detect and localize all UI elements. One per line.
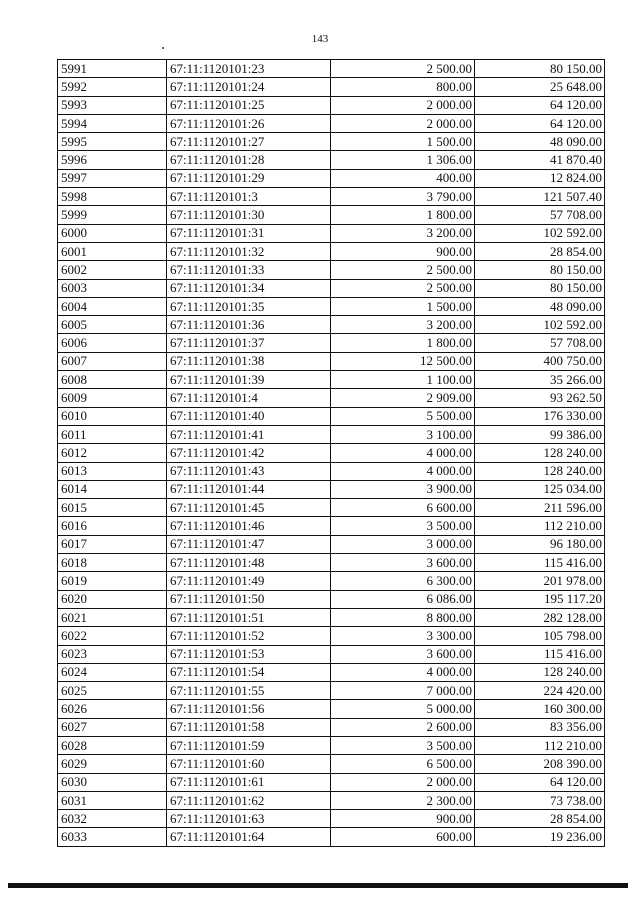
row-number-cell: 6024 <box>58 663 167 681</box>
cadastral-value-cell: 83 356.00 <box>475 718 605 736</box>
cadastral-value-cell: 105 798.00 <box>475 627 605 645</box>
cadastral-value-cell: 80 150.00 <box>475 261 605 279</box>
cadastral-number-cell: 67:11:1120101:59 <box>167 736 331 754</box>
cadastral-value-cell: 112 210.00 <box>475 517 605 535</box>
cadastral-number-cell: 67:11:1120101:35 <box>167 297 331 315</box>
cadastral-value-cell: 73 738.00 <box>475 791 605 809</box>
row-number-cell: 5993 <box>58 96 167 114</box>
area-value-cell: 900.00 <box>331 810 475 828</box>
cadastral-number-cell: 67:11:1120101:39 <box>167 371 331 389</box>
table-row <box>58 425 605 443</box>
cadastral-number-cell: 67:11:1120101:49 <box>167 572 331 590</box>
table-row <box>58 517 605 535</box>
cadastral-number-cell: 67:11:1120101:48 <box>167 554 331 572</box>
cadastral-value-cell: 41 870.40 <box>475 151 605 169</box>
cadastral-value-cell: 64 120.00 <box>475 96 605 114</box>
cadastral-number-cell: 67:11:1120101:62 <box>167 791 331 809</box>
area-value-cell: 3 500.00 <box>331 736 475 754</box>
row-number-cell: 6005 <box>58 316 167 334</box>
cadastral-number-cell: 67:11:1120101:45 <box>167 499 331 517</box>
row-number-cell: 6026 <box>58 700 167 718</box>
area-value-cell: 6 086.00 <box>331 590 475 608</box>
cadastral-value-cell: 121 507.40 <box>475 188 605 206</box>
cadastral-number-cell: 67:11:1120101:63 <box>167 810 331 828</box>
cadastral-number-cell: 67:11:1120101:53 <box>167 645 331 663</box>
row-number-cell: 6027 <box>58 718 167 736</box>
row-number-cell: 6003 <box>58 279 167 297</box>
cadastral-value-cell: 208 390.00 <box>475 755 605 773</box>
cadastral-number-cell: 67:11:1120101:56 <box>167 700 331 718</box>
area-value-cell: 2 300.00 <box>331 791 475 809</box>
parcel-table-body <box>58 60 605 847</box>
row-number-cell: 5995 <box>58 133 167 151</box>
row-number-cell: 6018 <box>58 554 167 572</box>
area-value-cell: 3 000.00 <box>331 535 475 553</box>
row-number-cell: 5996 <box>58 151 167 169</box>
table-row <box>58 773 605 791</box>
cadastral-value-cell: 28 854.00 <box>475 242 605 260</box>
row-number-cell: 6006 <box>58 334 167 352</box>
cadastral-number-cell: 67:11:1120101:43 <box>167 462 331 480</box>
row-number-cell: 6033 <box>58 828 167 846</box>
cadastral-value-cell: 80 150.00 <box>475 279 605 297</box>
area-value-cell: 3 900.00 <box>331 480 475 498</box>
cadastral-value-cell: 93 262.50 <box>475 389 605 407</box>
table-row <box>58 224 605 242</box>
area-value-cell: 600.00 <box>331 828 475 846</box>
cadastral-value-cell: 224 420.00 <box>475 682 605 700</box>
area-value-cell: 2 000.00 <box>331 773 475 791</box>
area-value-cell: 2 600.00 <box>331 718 475 736</box>
row-number-cell: 6008 <box>58 371 167 389</box>
area-value-cell: 6 600.00 <box>331 499 475 517</box>
cadastral-value-cell: 48 090.00 <box>475 133 605 151</box>
area-value-cell: 1 100.00 <box>331 371 475 389</box>
table-row <box>58 188 605 206</box>
table-row <box>58 462 605 480</box>
table-row <box>58 114 605 132</box>
area-value-cell: 3 100.00 <box>331 425 475 443</box>
table-row <box>58 169 605 187</box>
table-row <box>58 297 605 315</box>
cadastral-number-cell: 67:11:1120101:37 <box>167 334 331 352</box>
table-row <box>58 810 605 828</box>
area-value-cell: 1 500.00 <box>331 297 475 315</box>
cadastral-number-cell: 67:11:1120101:54 <box>167 663 331 681</box>
table-row <box>58 663 605 681</box>
table-row <box>58 572 605 590</box>
cadastral-number-cell: 67:11:1120101:46 <box>167 517 331 535</box>
area-value-cell: 2 000.00 <box>331 96 475 114</box>
cadastral-number-cell: 67:11:1120101:4 <box>167 389 331 407</box>
cadastral-value-cell: 115 416.00 <box>475 645 605 663</box>
table-row <box>58 334 605 352</box>
area-value-cell: 3 200.00 <box>331 316 475 334</box>
cadastral-value-cell: 282 128.00 <box>475 608 605 626</box>
cadastral-number-cell: 67:11:1120101:3 <box>167 188 331 206</box>
row-number-cell: 5994 <box>58 114 167 132</box>
cadastral-number-cell: 67:11:1120101:27 <box>167 133 331 151</box>
row-number-cell: 6023 <box>58 645 167 663</box>
row-number-cell: 6032 <box>58 810 167 828</box>
cadastral-number-cell: 67:11:1120101:33 <box>167 261 331 279</box>
cadastral-value-cell: 19 236.00 <box>475 828 605 846</box>
cadastral-value-cell: 64 120.00 <box>475 114 605 132</box>
table-row <box>58 535 605 553</box>
table-row <box>58 791 605 809</box>
row-number-cell: 6020 <box>58 590 167 608</box>
row-number-cell: 6002 <box>58 261 167 279</box>
area-value-cell: 800.00 <box>331 78 475 96</box>
cadastral-value-cell: 195 117.20 <box>475 590 605 608</box>
row-number-cell: 6010 <box>58 407 167 425</box>
area-value-cell: 5 000.00 <box>331 700 475 718</box>
row-number-cell: 6017 <box>58 535 167 553</box>
cadastral-number-cell: 67:11:1120101:31 <box>167 224 331 242</box>
row-number-cell: 6031 <box>58 791 167 809</box>
cadastral-value-cell: 211 596.00 <box>475 499 605 517</box>
area-value-cell: 4 000.00 <box>331 462 475 480</box>
table-row <box>58 389 605 407</box>
cadastral-number-cell: 67:11:1120101:41 <box>167 425 331 443</box>
cadastral-number-cell: 67:11:1120101:52 <box>167 627 331 645</box>
cadastral-number-cell: 67:11:1120101:30 <box>167 206 331 224</box>
area-value-cell: 3 200.00 <box>331 224 475 242</box>
area-value-cell: 2 500.00 <box>331 279 475 297</box>
row-number-cell: 6000 <box>58 224 167 242</box>
cadastral-number-cell: 67:11:1120101:38 <box>167 352 331 370</box>
area-value-cell: 1 800.00 <box>331 206 475 224</box>
cadastral-value-cell: 125 034.00 <box>475 480 605 498</box>
table-row <box>58 60 605 78</box>
cadastral-value-cell: 160 300.00 <box>475 700 605 718</box>
cadastral-value-cell: 128 240.00 <box>475 444 605 462</box>
cadastral-number-cell: 67:11:1120101:47 <box>167 535 331 553</box>
cadastral-value-cell: 48 090.00 <box>475 297 605 315</box>
table-row <box>58 242 605 260</box>
table-row <box>58 316 605 334</box>
cadastral-number-cell: 67:11:1120101:24 <box>167 78 331 96</box>
row-number-cell: 6001 <box>58 242 167 260</box>
row-number-cell: 5999 <box>58 206 167 224</box>
area-value-cell: 3 600.00 <box>331 645 475 663</box>
table-row <box>58 151 605 169</box>
scan-speck <box>162 47 164 49</box>
table-row <box>58 206 605 224</box>
area-value-cell: 5 500.00 <box>331 407 475 425</box>
area-value-cell: 400.00 <box>331 169 475 187</box>
cadastral-value-cell: 28 854.00 <box>475 810 605 828</box>
cadastral-number-cell: 67:11:1120101:58 <box>167 718 331 736</box>
area-value-cell: 2 000.00 <box>331 114 475 132</box>
area-value-cell: 4 000.00 <box>331 444 475 462</box>
cadastral-value-cell: 400 750.00 <box>475 352 605 370</box>
table-row <box>58 444 605 462</box>
table-row <box>58 371 605 389</box>
cadastral-number-cell: 67:11:1120101:29 <box>167 169 331 187</box>
cadastral-value-cell: 80 150.00 <box>475 60 605 78</box>
row-number-cell: 5997 <box>58 169 167 187</box>
table-row <box>58 718 605 736</box>
cadastral-value-cell: 115 416.00 <box>475 554 605 572</box>
cadastral-number-cell: 67:11:1120101:51 <box>167 608 331 626</box>
table-row <box>58 828 605 846</box>
cadastral-value-cell: 64 120.00 <box>475 773 605 791</box>
cadastral-value-cell: 112 210.00 <box>475 736 605 754</box>
cadastral-number-cell: 67:11:1120101:36 <box>167 316 331 334</box>
cadastral-value-cell: 102 592.00 <box>475 316 605 334</box>
area-value-cell: 1 800.00 <box>331 334 475 352</box>
area-value-cell: 2 500.00 <box>331 261 475 279</box>
area-value-cell: 4 000.00 <box>331 663 475 681</box>
cadastral-number-cell: 67:11:1120101:40 <box>167 407 331 425</box>
row-number-cell: 5998 <box>58 188 167 206</box>
cadastral-value-cell: 99 386.00 <box>475 425 605 443</box>
cadastral-number-cell: 67:11:1120101:32 <box>167 242 331 260</box>
row-number-cell: 6012 <box>58 444 167 462</box>
cadastral-value-cell: 12 824.00 <box>475 169 605 187</box>
table-row <box>58 700 605 718</box>
cadastral-number-cell: 67:11:1120101:64 <box>167 828 331 846</box>
area-value-cell: 7 000.00 <box>331 682 475 700</box>
cadastral-value-cell: 102 592.00 <box>475 224 605 242</box>
cadastral-number-cell: 67:11:1120101:60 <box>167 755 331 773</box>
table-row <box>58 499 605 517</box>
row-number-cell: 6022 <box>58 627 167 645</box>
table-row <box>58 96 605 114</box>
area-value-cell: 3 300.00 <box>331 627 475 645</box>
table-row <box>58 755 605 773</box>
table-row <box>58 133 605 151</box>
table-row <box>58 261 605 279</box>
cadastral-number-cell: 67:11:1120101:28 <box>167 151 331 169</box>
row-number-cell: 6014 <box>58 480 167 498</box>
row-number-cell: 6019 <box>58 572 167 590</box>
cadastral-value-cell: 35 266.00 <box>475 371 605 389</box>
cadastral-number-cell: 67:11:1120101:44 <box>167 480 331 498</box>
table-row <box>58 78 605 96</box>
row-number-cell: 6021 <box>58 608 167 626</box>
table-row <box>58 407 605 425</box>
area-value-cell: 6 500.00 <box>331 755 475 773</box>
row-number-cell: 6004 <box>58 297 167 315</box>
table-row <box>58 279 605 297</box>
area-value-cell: 900.00 <box>331 242 475 260</box>
table-row <box>58 645 605 663</box>
cadastral-value-cell: 201 978.00 <box>475 572 605 590</box>
table-row <box>58 480 605 498</box>
cadastral-value-cell: 57 708.00 <box>475 334 605 352</box>
bottom-rule <box>8 883 628 888</box>
cadastral-value-cell: 176 330.00 <box>475 407 605 425</box>
cadastral-value-cell: 25 648.00 <box>475 78 605 96</box>
row-number-cell: 6011 <box>58 425 167 443</box>
row-number-cell: 6013 <box>58 462 167 480</box>
cadastral-value-cell: 128 240.00 <box>475 462 605 480</box>
row-number-cell: 5992 <box>58 78 167 96</box>
cadastral-value-cell: 128 240.00 <box>475 663 605 681</box>
area-value-cell: 3 790.00 <box>331 188 475 206</box>
cadastral-number-cell: 67:11:1120101:23 <box>167 60 331 78</box>
table-row <box>58 608 605 626</box>
cadastral-value-cell: 96 180.00 <box>475 535 605 553</box>
cadastral-number-cell: 67:11:1120101:61 <box>167 773 331 791</box>
row-number-cell: 6029 <box>58 755 167 773</box>
row-number-cell: 5991 <box>58 60 167 78</box>
area-value-cell: 1 306.00 <box>331 151 475 169</box>
row-number-cell: 6028 <box>58 736 167 754</box>
table-row <box>58 590 605 608</box>
table-row <box>58 554 605 572</box>
cadastral-number-cell: 67:11:1120101:26 <box>167 114 331 132</box>
cadastral-number-cell: 67:11:1120101:55 <box>167 682 331 700</box>
area-value-cell: 8 800.00 <box>331 608 475 626</box>
table-row <box>58 627 605 645</box>
row-number-cell: 6007 <box>58 352 167 370</box>
area-value-cell: 12 500.00 <box>331 352 475 370</box>
parcel-table <box>57 59 605 847</box>
area-value-cell: 3 500.00 <box>331 517 475 535</box>
row-number-cell: 6025 <box>58 682 167 700</box>
cadastral-number-cell: 67:11:1120101:25 <box>167 96 331 114</box>
page-number: 143 <box>311 33 329 45</box>
area-value-cell: 1 500.00 <box>331 133 475 151</box>
cadastral-number-cell: 67:11:1120101:50 <box>167 590 331 608</box>
area-value-cell: 2 500.00 <box>331 60 475 78</box>
table-row <box>58 682 605 700</box>
table-row <box>58 736 605 754</box>
row-number-cell: 6015 <box>58 499 167 517</box>
area-value-cell: 2 909.00 <box>331 389 475 407</box>
table-row <box>58 352 605 370</box>
row-number-cell: 6030 <box>58 773 167 791</box>
cadastral-number-cell: 67:11:1120101:42 <box>167 444 331 462</box>
area-value-cell: 3 600.00 <box>331 554 475 572</box>
cadastral-number-cell: 67:11:1120101:34 <box>167 279 331 297</box>
area-value-cell: 6 300.00 <box>331 572 475 590</box>
cadastral-value-cell: 57 708.00 <box>475 206 605 224</box>
row-number-cell: 6009 <box>58 389 167 407</box>
row-number-cell: 6016 <box>58 517 167 535</box>
